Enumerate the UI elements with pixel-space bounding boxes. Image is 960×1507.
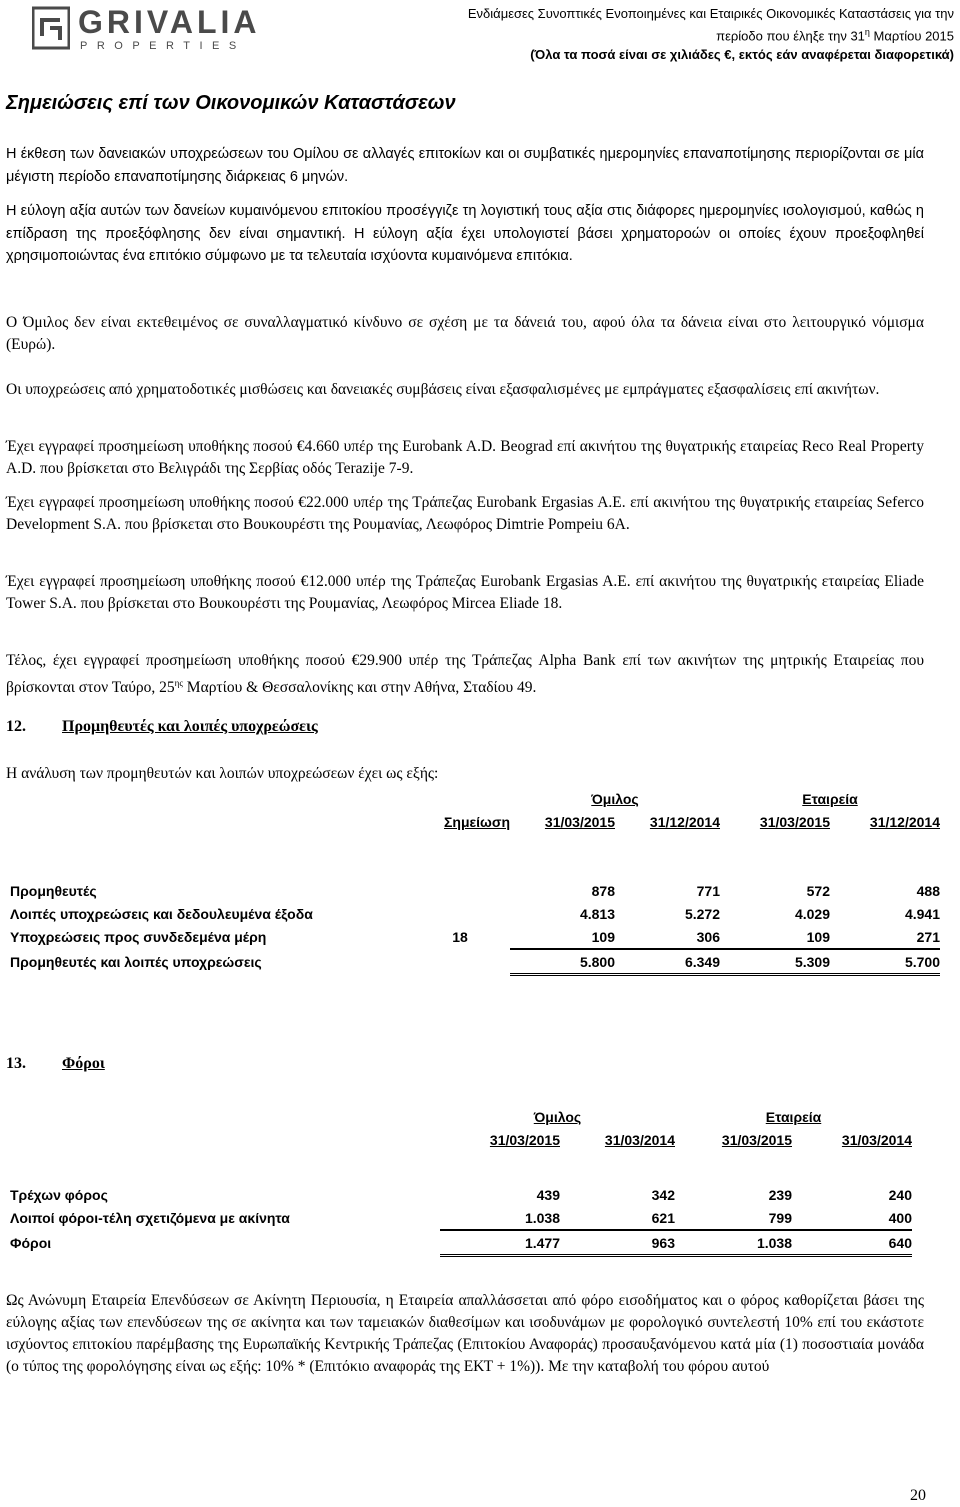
cell-value: 240 [888, 1186, 912, 1203]
cell-value: 6.349 [615, 949, 720, 975]
taxes-table [10, 1105, 912, 1257]
paragraph-mortgage-seferco: Έχει εγγραφεί προσημείωση υποθήκης ποσού €22.000 υπέρ της Τράπεζας Eurobank Ergasias A.E. επί ακινήτου της θυγατρικής εταιρείας Seferco Development S.A. που βρίσκεται στο Βουκουρέστι της Ρουμανίας, Λεωφόρος Dimtrie Pompeiu 6A. [6, 494, 924, 533]
header-line-1: Ενδιάμεσες Συνοπτικές Ενοποιημένες και Εταιρικές Οικονομικές Καταστάσεις για την [467, 6, 954, 21]
row-label: Λοιποί φόροι-τέλη σχετιζόμενα με ακίνητα [10, 1210, 290, 1226]
paragraph-fair-value: Η εύλογη αξία αυτών των δανείων κυμαινόμενου επιτοκίου προσέγγιζε τη λογιστική τους αξία στις διάφορες ημερομηνίες ισολογισμού, καθώς η επίδραση της προεξόφλησης δεν είναι σημαντική. Η εύλογη αξία έχει υπολογιστεί βάσει χρηματοροών οι οποίες έχουν προεξοφληθεί χρησιμοποιώντας ένα επιτόκιο σύμφωνο με τα τελευταία ισχύοντα κυμαινόμενα επιτόκια. [6, 203, 924, 264]
cell-value: 4.941 [904, 905, 940, 922]
table-row [10, 1206, 912, 1230]
page-number: 20 [910, 1487, 926, 1504]
table-row [10, 879, 940, 902]
paragraph-collateral: Οι υποχρεώσεις από χρηματοδοτικές μισθώσεις και δανειακές συμβάσεις είναι εξασφαλισμένες με εμπράγματες εξασφαλίσεις επί ακινήτων. [6, 381, 880, 398]
logo-mark-icon [32, 6, 70, 50]
cell-value: 271 [916, 928, 940, 945]
section-number: 12. [6, 718, 26, 735]
logo-subtitle: PROPERTIES [80, 40, 246, 52]
page-header [0, 0, 960, 80]
table-row [10, 902, 940, 925]
column-header: 31/12/2014 [649, 813, 720, 830]
cell-value: 4.813 [579, 905, 615, 922]
cell-value: 1.038 [675, 1230, 792, 1256]
cell-value: 109 [806, 928, 830, 945]
section-13-heading [6, 1055, 105, 1073]
company-logo [32, 4, 261, 54]
cell-value: 963 [560, 1230, 675, 1256]
cell-value: 878 [591, 882, 615, 899]
column-header-note: Σημείωση [443, 813, 510, 830]
cell-value: 771 [696, 882, 720, 899]
row-label: Προμηθευτές [10, 882, 97, 899]
header-line-2: περίοδο που έληξε την $31^\eta$ Μαρτίου 2015 [716, 27, 954, 44]
row-label: Υποχρεώσεις προς συνδεδεμένα μέρη [10, 929, 267, 945]
row-note: 18 [452, 929, 468, 945]
paragraph-mortgage-eliade: Έχει εγγραφεί προσημείωση υποθήκης ποσού €12.000 υπέρ της Τράπεζας Eurobank Ergasias A.E. επί ακινήτου της θυγατρικής εταιρείας Eliade Tower S.A. που βρίσκεται στο Βουκουρέστι της Ρουμανίας, Λεωφόρος Mircea Eliade 18. [6, 573, 924, 612]
section-number: 13. [6, 1055, 26, 1072]
section-title: Φόροι [62, 1055, 105, 1072]
cell-value: 439 [536, 1186, 560, 1203]
paragraph-mortgage-reco: Έχει εγγραφεί προσημείωση υποθήκης ποσού €4.660 υπέρ της Eurobank A.D. Beograd επί ακινήτου της θυγατρικής εταιρείας Reco Real Property A.D. που βρίσκεται στο Βελιγράδι της Σερβίας οδός Terazije 7-9. [6, 438, 924, 477]
cell-value: 5.800 [510, 949, 615, 975]
cell-value: 488 [916, 882, 940, 899]
column-header: 31/03/2014 [604, 1131, 675, 1148]
group-header-etaireia: Εταιρεία [802, 790, 858, 807]
payables-table [10, 787, 940, 976]
cell-value: 5.700 [830, 949, 940, 975]
table-row [10, 1183, 912, 1206]
cell-value: 109 [591, 928, 615, 945]
cell-value: 1.477 [440, 1230, 560, 1256]
row-note [410, 879, 510, 902]
logo-name: GRIVALIA [78, 4, 261, 40]
column-header: 31/12/2014 [869, 813, 940, 830]
cell-value: 621 [651, 1209, 675, 1226]
row-label: Προμηθευτές και λοιπές υποχρεώσεις [10, 953, 262, 970]
cell-value: 239 [768, 1186, 792, 1203]
group-header-omilos: Όμιλος [591, 790, 639, 807]
group-header-omilos: Όμιλος [533, 1108, 582, 1125]
paragraph-interest-exposure: Η έκθεση των δανειακών υποχρεώσεων του Ομίλου σε αλλαγές επιτοκίων και οι συμβατικές ημερομηνίες επαναποτίμησης περιορίζονται σε μία μέγιστη περίοδο επαναποτίμησης διάρκειας 6 μηνών. [6, 146, 924, 185]
header-line-3: (Όλα τα ποσά είναι σε χιλιάδες €, εκτός εάν αναφέρεται διαφορετικά) [530, 47, 954, 63]
cell-value: 5.272 [684, 905, 720, 922]
cell-value: 799 [768, 1209, 792, 1226]
table-row [10, 925, 940, 949]
paragraph-tax-regime: Ως Ανώνυμη Εταιρεία Επενδύσεων σε Ακίνητη Περιουσία, η Εταιρεία απαλλάσσεται από φόρο εισοδήματος και ο φόρος καθορίζεται βάσει της εύλογης αξίας των επενδύσεων της σε ακίνητα και των ταμειακών διαθεσίμων και ισοδυνάμων με φορολογικό συντελεστή 10% επί του εκάστοτε ισχύοντος επιτοκίου παρέμβασης της Ευρωπαϊκής Κεντρικής Τράπεζας (Επιτοκίου Αναφοράς) προσαυξανόμενου κατά μία (1) ποσοστιαία μονάδα (ο τύπος της φορολόγησης είναι ως εξής: 10% * (Επιτόκιο αναφοράς της ΕΚΤ + 1%)). Με την καταβολή του φόρου αυτού [6, 1292, 924, 1375]
cell-value: 306 [696, 928, 720, 945]
column-header: 31/03/2015 [721, 1131, 792, 1148]
header-text [394, 4, 954, 64]
table-total-row [10, 1230, 912, 1256]
cell-value: 400 [888, 1209, 912, 1226]
row-label: Φόροι [10, 1234, 52, 1251]
cell-value: 1.038 [524, 1209, 560, 1226]
row-note [410, 902, 510, 925]
cell-value: 4.029 [794, 905, 830, 922]
column-header: 31/03/2014 [841, 1131, 912, 1148]
column-header: 31/03/2015 [759, 813, 830, 830]
section-12-heading [6, 718, 318, 736]
group-header-etaireia: Εταιρεία [765, 1108, 822, 1125]
cell-value: 5.309 [720, 949, 830, 975]
table-total-row [10, 949, 940, 975]
paragraph-fx-risk: Ο Όμιλος δεν είναι εκτεθειμένος σε συναλλαγματικό κίνδυνο σε σχέση με τα δάνειά του, αφού όλα τα δάνεια είναι στο λειτουργικό νόμισμα (Ευρώ). [6, 314, 924, 353]
cell-value: 342 [651, 1186, 675, 1203]
paragraph-payables-intro: Η ανάλυση των προμηθευτών και λοιπών υποχρεώσεων έχει ως εξής: [6, 765, 439, 782]
section-title: Προμηθευτές και λοιπές υποχρεώσεις [62, 718, 318, 735]
row-note [410, 949, 510, 975]
row-label: Λοιπές υποχρεώσεις και δεδουλευμένα έξοδα [10, 905, 313, 922]
paragraph-mortgage-alpha: Τέλος, έχει εγγραφεί προσημείωση υποθήκης ποσού €29.900 υπέρ της Τράπεζας Alpha Bank επί των ακινήτων της μητρικής Εταιρείας που βρίσκονται στον Ταύρο, $25^{\eta\varsigma}$ Μαρτίου & Θεσσαλονίκης και στην Αθήνα, Σταδίου 49. [6, 652, 924, 697]
row-label: Τρέχων φόρος [10, 1186, 108, 1203]
page-title: Σημειώσεις επί των Οικονομικών Καταστάσεων [6, 92, 456, 114]
column-header: 31/03/2015 [489, 1131, 560, 1148]
cell-value: 572 [806, 882, 830, 899]
column-header: 31/03/2015 [544, 813, 615, 830]
cell-value: 640 [792, 1230, 912, 1256]
